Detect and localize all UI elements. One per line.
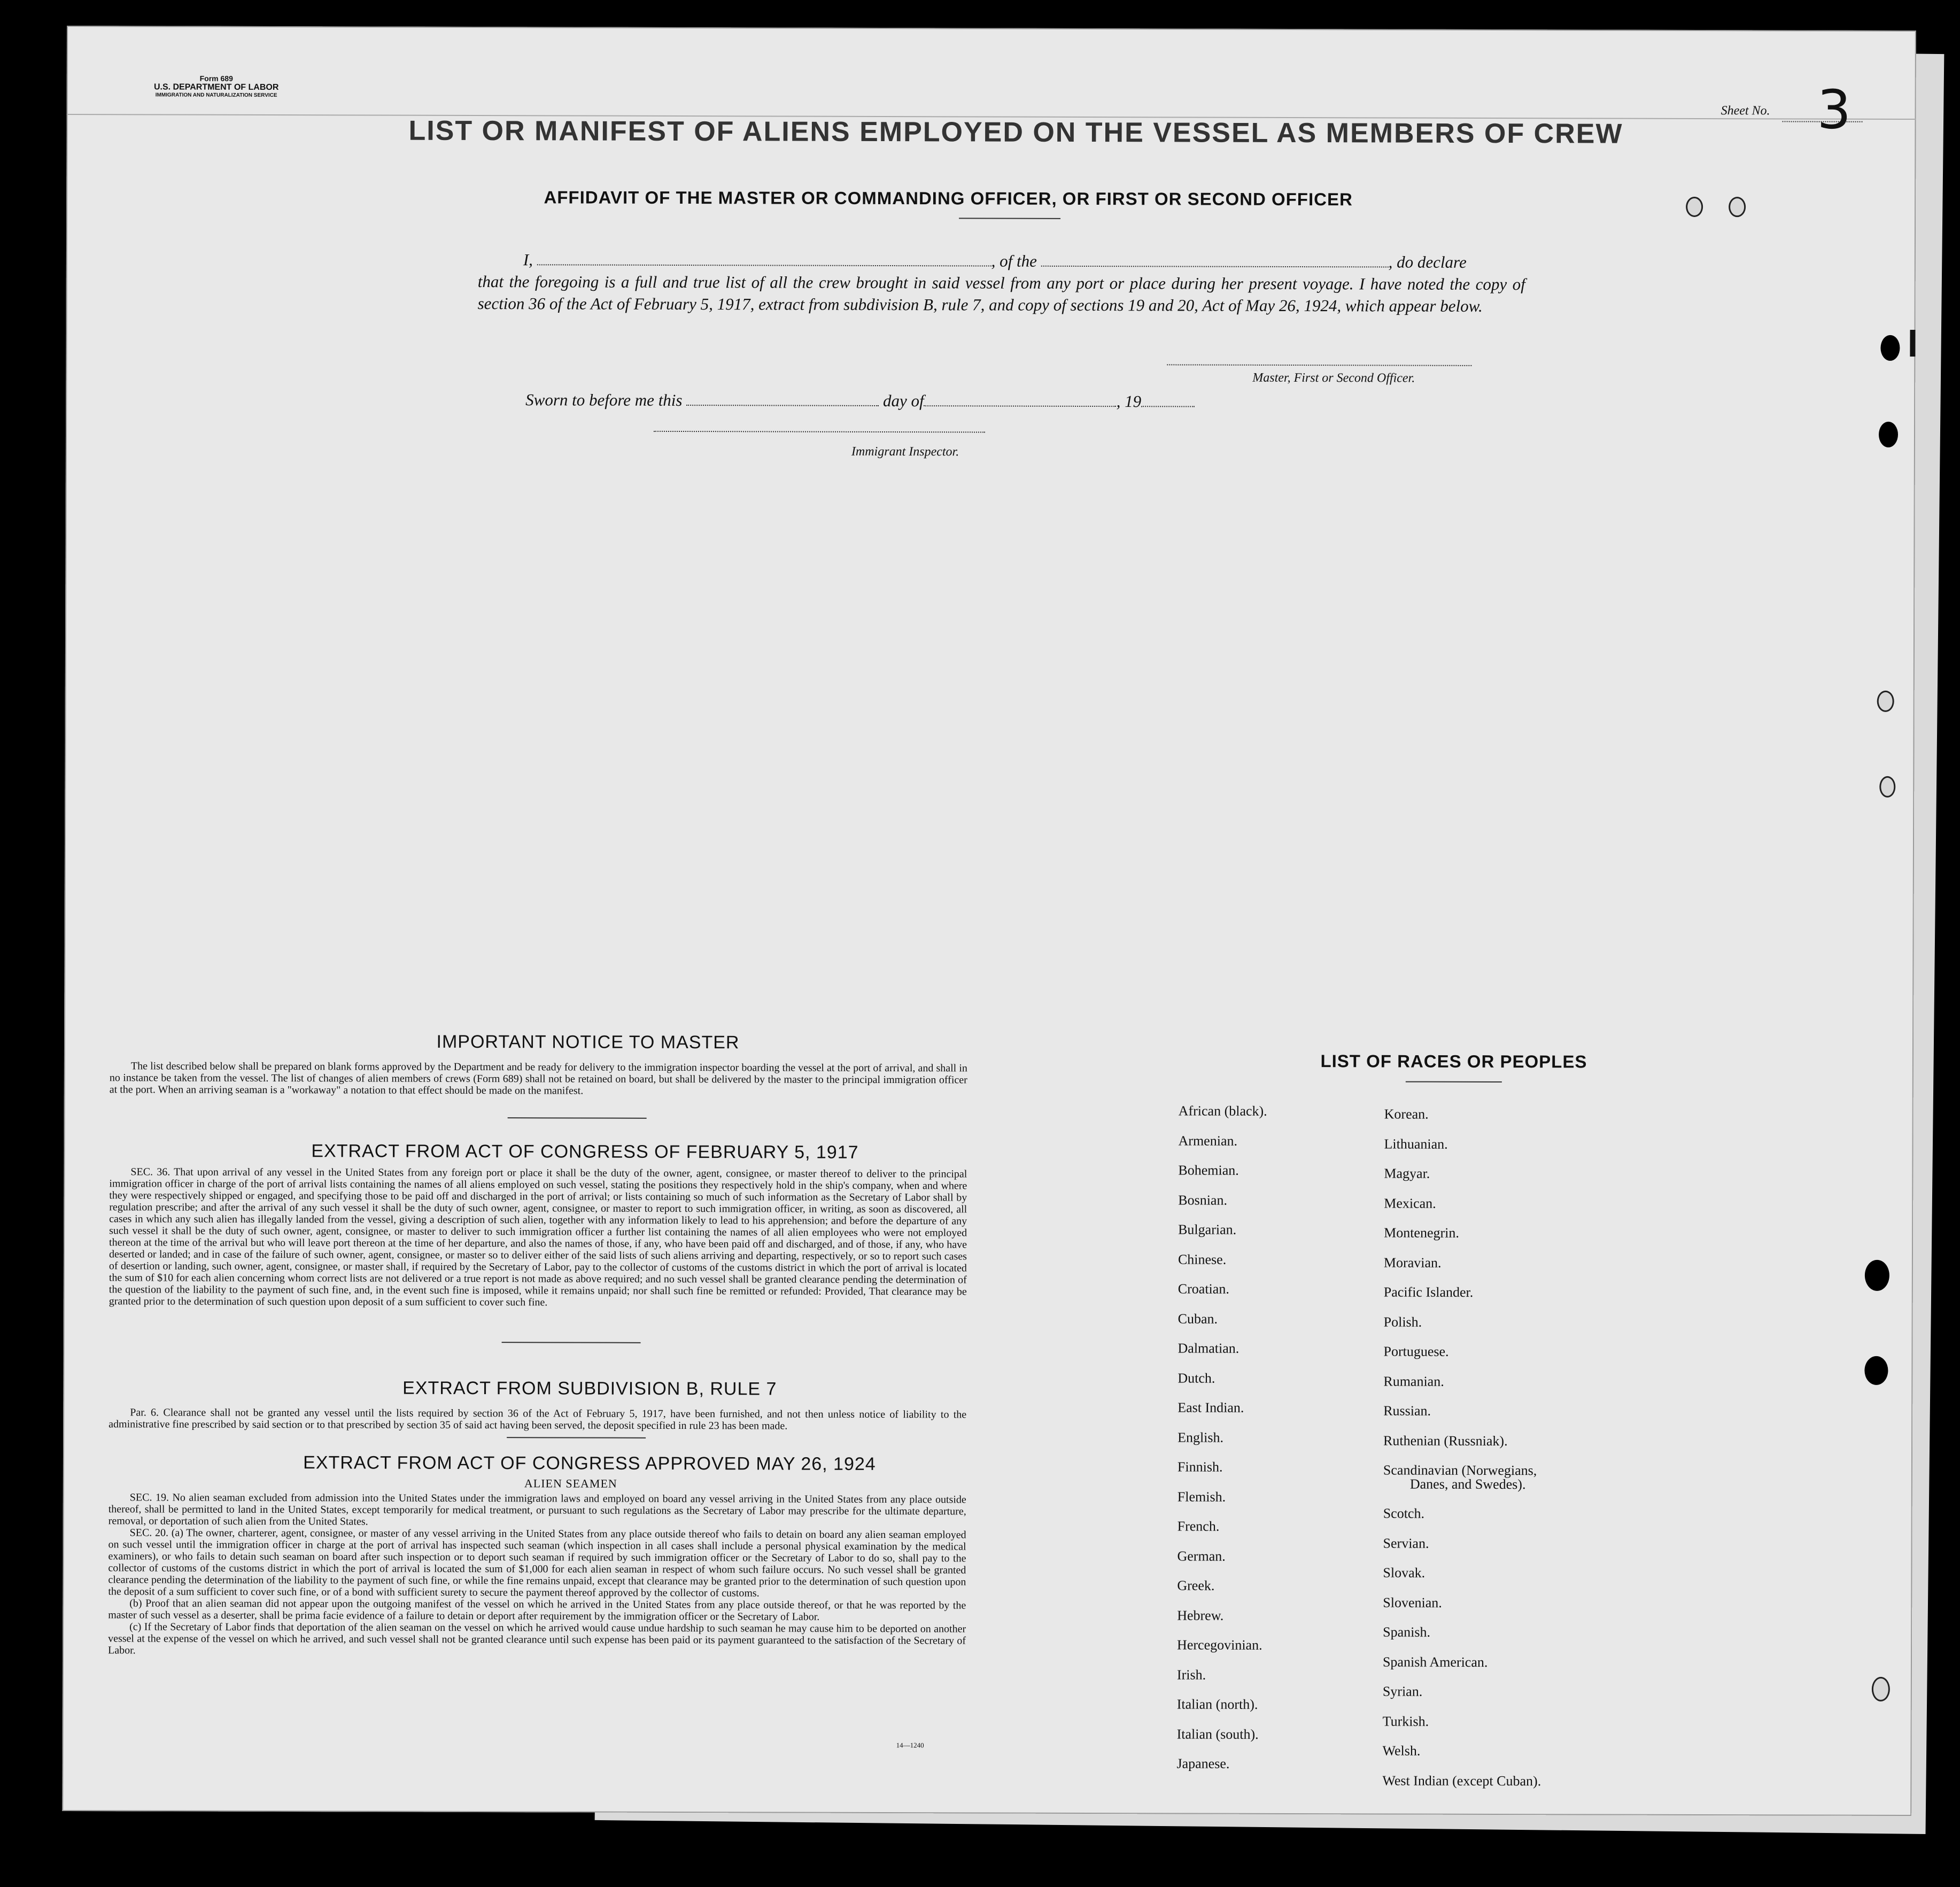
race-item: Bulgarian. [1178,1221,1237,1238]
binding-mark [1910,330,1915,357]
race-item: Montenegrin. [1384,1225,1459,1241]
punch-hole [1864,1356,1888,1385]
form-number-label: Form 689 [199,74,233,83]
inspector-signature-line[interactable] [654,431,985,433]
section-19-paragraph: SEC. 19. No alien seaman excluded from admission into the United States under the immigration laws and employed on board any vessel arriving in the United States from any place outside thereof, shall be permitted to land in the United States, except temporarily for medical treatment, or pursuant to such regulations as the Secretary of Labor may prescribe for the ultimate departure, removal, or deportation of such alien from the United States. [108,1491,966,1528]
cut-off-manifest-title: LIST OR MANIFEST OF ALIENS EMPLOYED ON THE VESSEL AS MEMBERS OF CREW [408,115,1623,150]
sworn-statement [525,390,1195,411]
race-item: Lithuanian. [1384,1135,1448,1152]
day-of-label: day of [882,391,924,411]
service-label: IMMIGRATION AND NATURALIZATION SERVICE [155,92,277,99]
extract-rule7-rule [507,1437,646,1439]
inspector-signature-label: Immigrant Inspector. [851,444,959,459]
sworn-month-field[interactable] [924,395,1117,407]
punch-hole [1872,1677,1890,1702]
master-name-field[interactable] [537,253,991,266]
race-item: Dalmatian. [1177,1340,1239,1356]
extract-1917-text [109,1166,967,1309]
affidavit-of-the-label: , of the [991,251,1037,270]
form-identifier [131,74,302,98]
extract-1917-rule [502,1342,641,1343]
race-item: Croatian. [1177,1281,1229,1297]
master-signature-line[interactable] [1167,364,1471,366]
race-item: Moravian. [1383,1254,1442,1271]
sworn-label: Sworn to before me this [525,390,683,410]
race-item: Irish. [1176,1666,1206,1683]
race-item: Danes, and Swedes). [1409,1476,1526,1492]
affidavit-title-rule [959,218,1060,219]
department-label: U.S. DEPARTMENT OF LABOR [153,82,279,92]
race-item: African (black). [1178,1103,1267,1119]
manifest-sheet [62,26,1916,1816]
race-item: Korean. [1384,1106,1429,1122]
extract-rule7-text [109,1406,966,1432]
affidavit-declare-label: , do declare [1388,252,1467,272]
race-item: Chinese. [1177,1251,1227,1267]
form-print-number: 14—1240 [896,1741,924,1750]
race-item: Armenian. [1178,1132,1238,1149]
race-item: Cuban. [1177,1310,1218,1327]
race-item: Pacific Islander. [1383,1284,1474,1300]
race-item: Finnish. [1177,1459,1223,1475]
extract-1924-text [108,1491,966,1658]
race-item: Scotch. [1383,1505,1425,1521]
notice-text [110,1060,967,1097]
sheet-number-label: Sheet No. [1721,104,1770,118]
race-item: Turkish. [1382,1713,1429,1729]
race-item: Spanish American. [1382,1653,1488,1670]
race-item: English. [1177,1429,1224,1445]
punch-hole [1879,776,1895,798]
race-item: Mexican. [1384,1195,1436,1211]
extract-rule7-title: EXTRACT FROM SUBDIVISION B, RULE 7 [402,1378,777,1399]
race-item: Welsh. [1382,1743,1421,1759]
affidavit-statement: that the foregoing is a full and true list of all the crew brought in said vessel from any port or place during her present voyage. I have noted the copy of section 36 of the Act of February 5, 1917, extract from subdivision B, rule 7, and copy of sections 19 and 20, Act of May 26, 1924, which appear below. [477,272,1525,315]
race-item: Hercegovinian. [1177,1637,1262,1653]
race-item: Rumanian. [1383,1373,1444,1389]
race-item: Italian (north). [1176,1696,1258,1712]
sworn-day-field[interactable] [686,394,879,406]
rule-7-paragraph: Par. 6. Clearance shall not be granted any vessel until the lists required by section 36 of the Act of February 5, 1917, have been furnished, and not then unless notice of liability to the administrative fine prescribed by said section or to that prescribed by section 35 of said act having been served, the deposit specified in rule 23 has been made. [109,1406,967,1432]
races-title-rule [1406,1081,1502,1082]
section-20c-paragraph: (c) If the Secretary of Labor finds that deportation of the alien seaman on the vessel on which he arrived would cause undue hardship to such seaman he may cause him to be deported on another vessel at the expense of the vessel on which he arrived, and such vessel shall not be granted clearance until such expense has been paid or its payment guaranteed to the satisfaction of the Secretary of Labor. [108,1621,966,1657]
section-20a-paragraph: SEC. 20. (a) The owner, charterer, agent, consignee, or master of any vessel arriving in the United States from any place outside thereof who fails to detain on board any alien seaman employed on such vessel until the immigration officer in charge at the port of arrival has inspected such seaman (which inspection in all cases shall include a personal physical examination by the medical examiners), or who fails to detain such seaman on board after such inspection or to deport such seaman if required by such immigration officer or the Secretary of Labor to do so, shall pay to the collector of customs of the customs district in which the port of arrival is located the sum of $1,000 for each alien seaman in respect of whom such failure occurs. No such vessel shall be granted clearance pending the determination of the liability to the payment of such fine, or while the fine remains unpaid, except that clearance may be granted prior to the determination of such question upon the deposit of a sum sufficient to cover such fine, or of a bond with sufficient surety to secure the payment thereof approved by the collector of customs. [108,1527,966,1599]
affidavit-body [478,249,1525,317]
extract-1917-title: EXTRACT FROM ACT OF CONGRESS OF FEBRUARY 5, 1917 [311,1141,859,1163]
race-item: West Indian (except Cuban). [1382,1772,1541,1789]
race-item: Slovenian. [1383,1594,1442,1611]
race-item: Flemish. [1177,1488,1226,1505]
race-item: Hebrew. [1177,1607,1224,1623]
race-item: French. [1177,1518,1220,1534]
alien-seamen-subtitle: ALIEN SEAMEN [524,1476,617,1490]
notice-title: IMPORTANT NOTICE TO MASTER [436,1031,740,1053]
race-item: Dutch. [1177,1370,1215,1386]
race-item: Ruthenian (Russniak). [1383,1432,1508,1449]
affidavit-i-label: I, [523,250,533,269]
section-20b-paragraph: (b) Proof that an alien seaman did not appear upon the outgoing manifest of the vessel on which he arrived in the United States from any place outside thereof, or that he was reported by the master of such vessel as a deserter, shall be prima facie evidence of a failure to detain or deport after requirement by the immigration officer or the Secretary of Labor. [108,1597,966,1623]
punch-hole [1880,335,1900,361]
notice-rule [508,1117,647,1119]
races-left-column [1176,1103,1267,1785]
year-prefix-label: , 19 [1116,392,1142,411]
race-item: German. [1177,1548,1226,1564]
race-item: Polish. [1383,1313,1422,1330]
races-title: LIST OF RACES OR PEOPLES [1320,1051,1587,1072]
section-36-paragraph: SEC. 36. That upon arrival of any vessel in the United States from any foreign port or place it shall be the duty of the owner, agent, consignee, or master thereof to deliver to the principal immigration officer in charge of the port of arrival lists containing the names of all aliens employed on such vessel, stating the positions they respectively hold in the ship's company, when and where they were respectively shipped or engaged, and specifying those to be paid off and discharged in the port of arrival; or lists containing so much of such information as the Secretary of Labor shall by regulation prescribe; and after the arrival of any such vessel it shall be the duty of such owner, agent, consignee, or master to report to such immigration officer, in writing, as soon as discovered, all cases in which any such alien has illegally landed from the vessel, giving a description of such alien, together with any information likely to lead to his apprehension; and before the departure of any such vessel it shall be the duty of such owner, agent, consignee, or master to deliver to such immigration officer a further list containing the names of all alien employees who were not employed thereon at the time of the arrival but who will leave port thereon at the time of her departure, and also the names of those, if any, who have been paid off and discharged, and of those, if any, who have deserted or landed; and in case of the failure of such owner, agent, consignee, or master so to deliver either of the said lists of such aliens arriving and departing, respectively, or so to report such cases of desertion or landing, such owner, agent, consignee, or master shall, if required by the Secretary of Labor, pay to the collector of customs of the customs district in which the port of arrival is located the sum of $10 for each alien concerning whom correct lists are not delivered or a true report is not made as above required; and no such vessel shall be granted clearance pending the determination of the question of the liability to the payment of such fine, and, in the event such fine is imposed, while it remains unpaid; nor shall such fine be remitted or refunded: Provided, That clearance may be granted prior to the determination of such question upon deposit of a sum sufficient to cover such fine. [109,1166,967,1309]
race-item: Russian. [1383,1403,1431,1419]
master-signature-label: Master, First or Second Officer. [1252,370,1415,385]
race-item: Syrian. [1382,1683,1423,1699]
sheet-number-value: 3 [1817,78,1851,141]
race-item: Spanish. [1383,1624,1431,1640]
race-item: Portuguese. [1383,1343,1449,1359]
race-item: Bohemian. [1178,1162,1239,1178]
punch-hole [1686,197,1703,217]
race-item: Japanese. [1176,1755,1230,1772]
punch-hole [1729,197,1746,217]
race-item: Bosnian. [1178,1192,1228,1208]
race-item: East Indian. [1177,1399,1244,1416]
extract-1924-title: EXTRACT FROM ACT OF CONGRESS APPROVED MAY 26, 1924 [303,1452,876,1474]
race-item: Magyar. [1384,1165,1430,1181]
notice-paragraph: The list described below shall be prepared on blank forms approved by the Department and be ready for delivery to the immigration inspector boarding the vessel at the port of arrival, and shall in no instance be taken from the vessel. The list of changes of alien members of crews (Form 689) shall not be retained on board, but shall be delivered by the master to the principal immigration officer at the port. When an arriving seaman is a "workaway" a notation to that effect should be made on the manifest. [109,1060,967,1097]
race-item: Scandinavian (Norwegians, [1383,1462,1537,1479]
punch-hole [1877,691,1894,712]
affidavit-title: AFFIDAVIT OF THE MASTER OR COMMANDING OFFICER, OR FIRST OR SECOND OFFICER [544,187,1353,210]
race-item: Slovak. [1383,1565,1426,1581]
sworn-year-field[interactable] [1141,395,1195,407]
race-item: Servian. [1383,1535,1429,1551]
vessel-name-field[interactable] [1041,255,1389,268]
punch-hole [1879,422,1898,447]
races-right-column [1382,1106,1543,1803]
race-item: Italian (south). [1176,1726,1259,1742]
race-item: Greek. [1177,1577,1215,1594]
punch-hole [1865,1260,1889,1291]
